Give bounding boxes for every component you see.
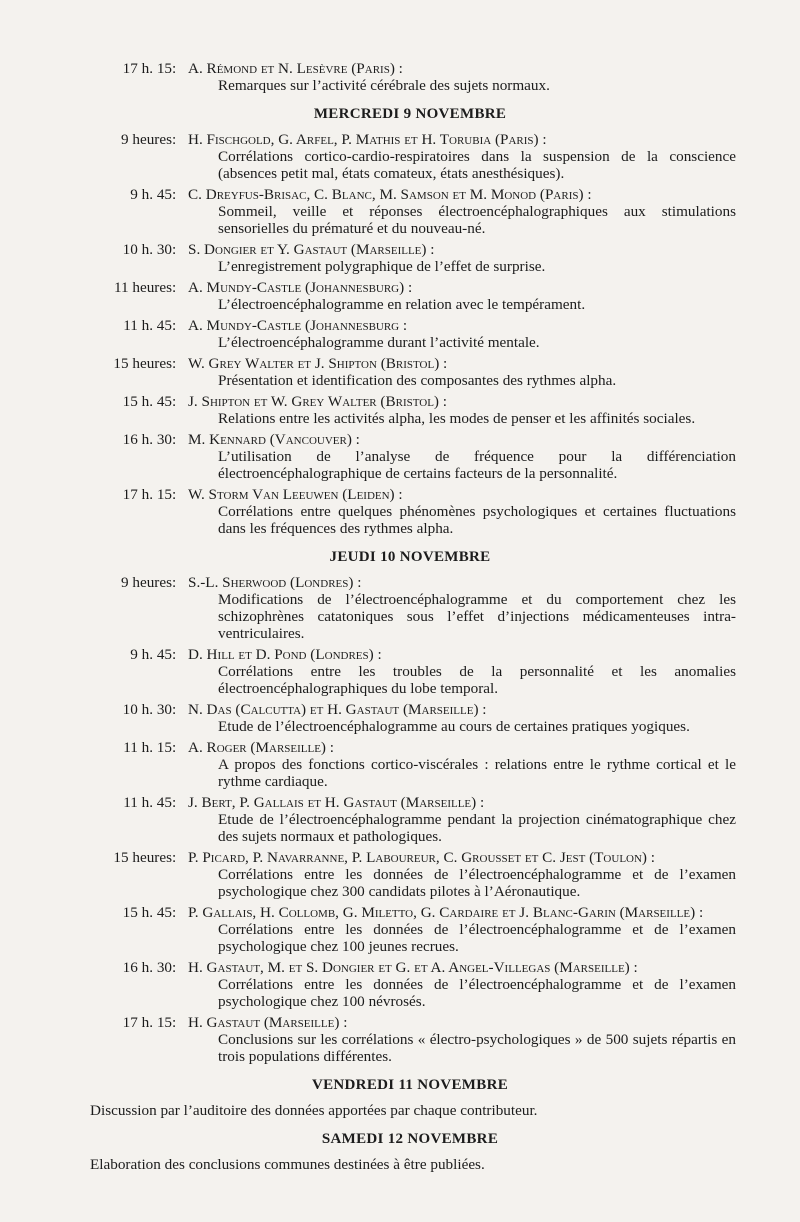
session-topic: Présentation et identification des composantes des rythmes alpha. xyxy=(218,372,617,389)
session-authors: A. Roger (Marseille) : xyxy=(188,739,335,756)
time-separator: : xyxy=(172,279,177,296)
time-separator: : xyxy=(172,574,177,591)
session-authors: A. Mundy-Castle (Johannesburg : xyxy=(188,317,408,334)
session-topic: Corrélations entre quelques phénomènes psychologiques et certaines fluctuations dans les fréquences des rythmes alpha. xyxy=(218,503,736,537)
session-topic: L’utilisation de l’analyse de fréquence pour la différenciation électroencéphalographique de certains facteurs de la personnalité. xyxy=(218,448,736,482)
time-separator: : xyxy=(172,794,177,811)
session-entry xyxy=(0,701,800,735)
session-entry xyxy=(0,393,800,427)
session-entry xyxy=(0,317,800,351)
session-topic: Corrélations entre les troubles de la personnalité et les anomalies électroencéphalographiques du lobe temporal. xyxy=(218,663,736,697)
session-topic: Conclusions sur les corrélations « électro-psychologiques » de 500 sujets répartis en trois populations différentes. xyxy=(218,1031,736,1065)
time-separator: : xyxy=(172,431,177,448)
session-body xyxy=(182,279,736,313)
session-time: 11 heures xyxy=(113,279,172,296)
session-body xyxy=(182,849,736,900)
session-entry xyxy=(0,486,800,537)
time-separator: : xyxy=(172,486,177,503)
day-section xyxy=(0,60,800,94)
session-authors: A. Rémond et N. Lesèvre (Paris) : xyxy=(188,60,403,77)
session-time: 17 h. 15 xyxy=(122,60,172,77)
session-body xyxy=(182,241,736,275)
session-entry xyxy=(0,794,800,845)
session-entry xyxy=(0,574,800,642)
session-body xyxy=(182,186,736,237)
time-separator: : xyxy=(172,131,177,148)
session-body xyxy=(182,60,736,94)
session-topic: A propos des fonctions cortico-viscérales : relations entre le rythme cortical et le rythme cardiaque. xyxy=(218,756,736,790)
session-time: 15 h. 45 xyxy=(122,904,172,921)
session-entry xyxy=(0,355,800,389)
session-entry xyxy=(0,959,800,1010)
time-separator: : xyxy=(172,646,177,663)
session-authors: P. Picard, P. Navarranne, P. Laboureur, C. Grousset et C. Jest (Toulon) : xyxy=(188,849,656,866)
session-authors: P. Gallais, H. Collomb, G. Miletto, G. Cardaire et J. Blanc-Garin (Marseille) : xyxy=(188,904,704,921)
day-note: Elaboration des conclusions communes destinées à être publiées. xyxy=(90,1156,485,1173)
session-time: 9 h. 45 xyxy=(130,646,172,663)
day-heading: JEUDI 10 NOVEMBRE xyxy=(329,549,491,565)
session-time: 9 heures xyxy=(120,131,172,148)
session-entry xyxy=(0,904,800,955)
session-topic: Etude de l’électroencéphalogramme pendant la projection cinématographique chez des sujets normaux et pathologiques. xyxy=(218,811,736,845)
session-body xyxy=(182,701,736,735)
session-authors: A. Mundy-Castle (Johannesburg) : xyxy=(188,279,413,296)
session-topic: Corrélations cortico-cardio-respiratoires dans la suspension de la conscience (absences petit mal, états comateux, états anesthésiques). xyxy=(218,148,736,182)
time-separator: : xyxy=(172,317,177,334)
session-topic: L’enregistrement polygraphique de l’effet de surprise. xyxy=(218,258,546,275)
session-entry xyxy=(0,279,800,313)
time-separator: : xyxy=(172,355,177,372)
session-body xyxy=(182,959,736,1010)
day-heading: VENDREDI 11 NOVEMBRE xyxy=(311,1077,509,1093)
session-time: 17 h. 15 xyxy=(122,1014,172,1031)
session-topic: L’électroencéphalogramme en relation avec le tempérament. xyxy=(218,296,586,313)
day-section xyxy=(0,549,800,1065)
session-authors: D. Hill et D. Pond (Londres) : xyxy=(188,646,382,663)
session-time: 15 h. 45 xyxy=(122,393,172,410)
session-authors: S.-L. Sherwood (Londres) : xyxy=(188,574,362,591)
day-heading: MERCREDI 9 NOVEMBRE xyxy=(313,106,507,122)
session-body xyxy=(182,574,736,642)
session-topic: Corrélations entre les données de l’électroencéphalogramme et de l’examen psychologique chez 100 jeunes recrues. xyxy=(218,921,736,955)
session-body xyxy=(182,131,736,182)
session-authors: J. Bert, P. Gallais et H. Gastaut (Marseille) : xyxy=(188,794,485,811)
session-body xyxy=(182,393,736,427)
session-topic: Etude de l’électroencéphalogramme au cours de certaines pratiques yogiques. xyxy=(218,718,690,735)
time-separator: : xyxy=(172,739,177,756)
session-topic: Modifications de l’électroencéphalogramme et du comportement chez les schizophrènes catatoniques sous l’effet d’injections médicamenteuses intra-ventriculaires. xyxy=(218,591,736,642)
session-entry xyxy=(0,241,800,275)
session-authors: M. Kennard (Vancouver) : xyxy=(188,431,360,448)
day-section xyxy=(0,1131,800,1173)
day-note: Discussion par l’auditoire des données apportées par chaque contributeur. xyxy=(90,1102,538,1119)
day-heading: SAMEDI 12 NOVEMBRE xyxy=(321,1131,499,1147)
time-separator: : xyxy=(172,959,177,976)
time-separator: : xyxy=(172,393,177,410)
session-authors: S. Dongier et Y. Gastaut (Marseille) : xyxy=(188,241,435,258)
session-topic: Corrélations entre les données de l’électroencéphalogramme et de l’examen psychologique chez 100 névrosés. xyxy=(218,976,736,1010)
session-body xyxy=(182,904,736,955)
session-time: 9 heures xyxy=(120,574,172,591)
session-topic: Remarques sur l’activité cérébrale des sujets normaux. xyxy=(218,77,550,94)
session-authors: H. Fischgold, G. Arfel, P. Mathis et H. Torubia (Paris) : xyxy=(188,131,547,148)
day-section xyxy=(0,106,800,537)
session-authors: J. Shipton et W. Grey Walter (Bristol) : xyxy=(188,393,447,410)
session-topic: Relations entre les activités alpha, les modes de penser et les affinités sociales. xyxy=(218,410,696,427)
time-separator: : xyxy=(172,241,177,258)
time-separator: : xyxy=(172,849,177,866)
session-entry xyxy=(0,646,800,697)
session-authors: W. Grey Walter et J. Shipton (Bristol) : xyxy=(188,355,448,372)
session-time: 10 h. 30 xyxy=(122,241,172,258)
time-separator: : xyxy=(172,186,177,203)
session-time: 9 h. 45 xyxy=(130,186,172,203)
session-body xyxy=(182,646,736,697)
session-entry xyxy=(0,849,800,900)
session-body xyxy=(182,739,736,790)
session-time: 17 h. 15 xyxy=(122,486,172,503)
session-body xyxy=(182,1014,736,1065)
session-time: 15 heures xyxy=(113,355,172,372)
time-separator: : xyxy=(172,701,177,718)
session-time: 11 h. 45 xyxy=(123,317,172,334)
session-body xyxy=(182,794,736,845)
session-entry xyxy=(0,1014,800,1065)
session-time: 10 h. 30 xyxy=(122,701,172,718)
time-separator: : xyxy=(172,60,177,77)
session-authors: W. Storm Van Leeuwen (Leiden) : xyxy=(188,486,403,503)
session-body xyxy=(182,355,736,389)
session-topic: Corrélations entre les données de l’électroencéphalogramme et de l’examen psychologique chez 300 candidats pilotes à l’Aéronautique. xyxy=(218,866,736,900)
session-authors: N. Das (Calcutta) et H. Gastaut (Marseille) : xyxy=(188,701,487,718)
time-separator: : xyxy=(172,904,177,921)
session-time: 16 h. 30 xyxy=(122,959,172,976)
session-entry xyxy=(0,186,800,237)
session-time: 11 h. 15 xyxy=(123,739,172,756)
session-entry xyxy=(0,431,800,482)
day-section xyxy=(0,1077,800,1119)
session-body xyxy=(182,317,736,351)
session-entry xyxy=(0,60,800,94)
session-body xyxy=(182,431,736,482)
session-topic: L’électroencéphalogramme durant l’activité mentale. xyxy=(218,334,540,351)
session-authors: H. Gastaut, M. et S. Dongier et G. et A. Angel-Villegas (Marseille) : xyxy=(188,959,638,976)
session-topic: Sommeil, veille et réponses électroencéphalographiques aux stimulations sensorielles du prématuré et du nouveau-né. xyxy=(218,203,736,237)
session-authors: H. Gastaut (Marseille) : xyxy=(188,1014,348,1031)
programme xyxy=(0,60,800,1173)
session-time: 16 h. 30 xyxy=(122,431,172,448)
session-entry xyxy=(0,131,800,182)
session-body xyxy=(182,486,736,537)
time-separator: : xyxy=(172,1014,177,1031)
session-time: 11 h. 45 xyxy=(123,794,172,811)
session-time: 15 heures xyxy=(113,849,172,866)
session-entry xyxy=(0,739,800,790)
session-authors: C. Dreyfus-Brisac, C. Blanc, M. Samson et M. Monod (Paris) : xyxy=(188,186,592,203)
